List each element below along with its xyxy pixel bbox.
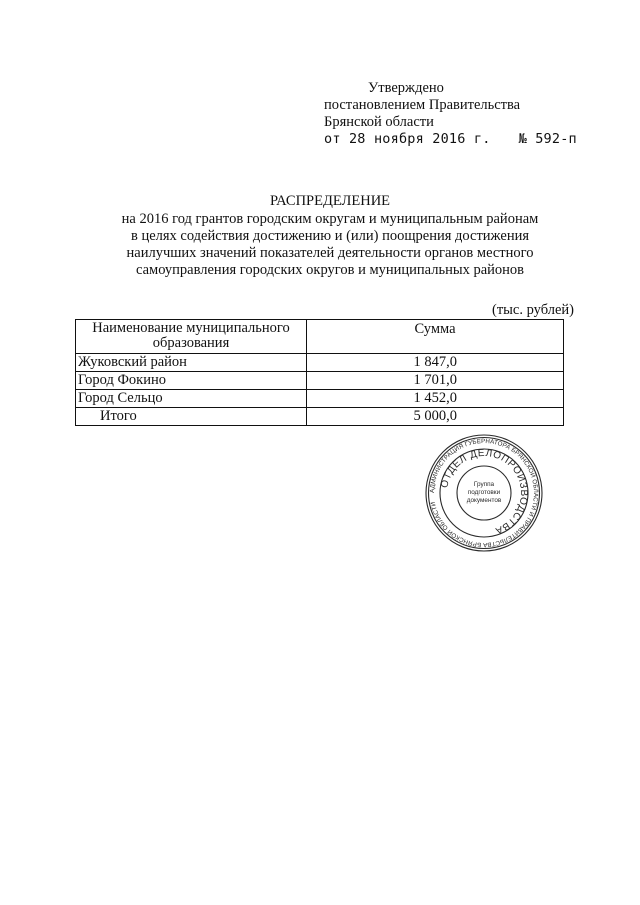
approval-block: [324, 80, 577, 148]
title-line-2: в целях содействия достижению и (или) поощрения достижения: [130, 228, 530, 244]
title-heading: РАСПРЕДЕЛЕНИЕ: [269, 193, 391, 209]
approval-label: Утверждено: [368, 80, 444, 96]
approval-date: от 28 ноября 2016 г.: [324, 131, 491, 147]
table-row: [76, 390, 564, 408]
approval-authority: Брянской области: [324, 114, 434, 130]
table-row: [76, 354, 564, 372]
approval-decree: постановлением Правительства: [324, 97, 521, 113]
stamp-ring-text: АДМИНИСТРАЦИЯ ГУБЕРНАТОРА БРЯНСКОЙ ОБЛАСТИ И ПРАВИТЕЛЬСТВА БРЯНСКОЙ ОБЛАСТИ: [428, 437, 540, 549]
stamp-inner-text: ОТДЕЛ ДЕЛОПРОИЗВОДСТВА: [439, 447, 530, 537]
document-title: [60, 193, 600, 279]
table-row: [76, 372, 564, 390]
column-header-name: Наименование муниципального образования: [76, 320, 307, 354]
row-sum: 1 701,0: [307, 372, 564, 390]
approval-date-line: [324, 131, 577, 148]
total-label: Итого: [76, 408, 307, 426]
table-header-row: [76, 320, 564, 354]
units-label: (тыс. рублей): [492, 302, 574, 318]
approval-number: № 592-п: [518, 131, 577, 147]
table-total-row: [76, 408, 564, 426]
official-stamp: [424, 433, 544, 553]
title-line-3: наилучших значений показателей деятельности органов местного: [126, 245, 534, 261]
title-line-1: на 2016 год грантов городским округам и муниципальным районам: [121, 211, 539, 227]
row-sum: 1 452,0: [307, 390, 564, 408]
row-sum: 1 847,0: [307, 354, 564, 372]
title-line-4: самоуправления городских округов и муниципальных районов: [135, 262, 525, 278]
row-name: Город Сельцо: [76, 390, 307, 408]
column-header-sum: Сумма: [307, 320, 564, 354]
grants-table: [75, 319, 564, 426]
stamp-center-line-1: Группа: [473, 481, 495, 488]
row-name: Город Фокино: [76, 372, 307, 390]
stamp-center-line-2: подготовки: [467, 489, 501, 496]
row-name: Жуковский район: [76, 354, 307, 372]
total-sum: 5 000,0: [307, 408, 564, 426]
stamp-center-line-3: документов: [466, 497, 502, 504]
